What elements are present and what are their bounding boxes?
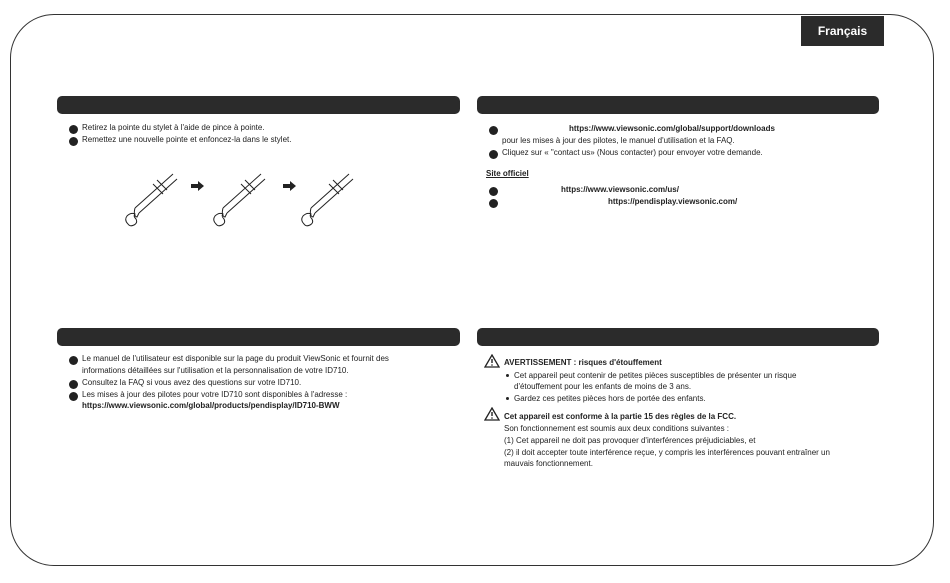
warning-triangle-icon [484, 407, 500, 421]
bullet-icon [69, 356, 78, 365]
site-link-pendisplay[interactable]: https://pendisplay.viewsonic.com/ [608, 197, 738, 206]
section-bar-safety [477, 328, 879, 346]
stylus-tip-replacement-illustration [115, 168, 365, 230]
bullet-icon [69, 125, 78, 134]
list-item: Le manuel de l'utilisateur est disponible sur la page du produit ViewSonic et fournit des [69, 354, 389, 364]
stylus-pen-icon [126, 174, 177, 226]
bullet-icon [506, 374, 509, 377]
bullet-icon [69, 137, 78, 146]
bullet-icon [489, 187, 498, 196]
manual-text: informations détaillées sur l'utilisation et la personnalisation de votre ID710. [82, 366, 349, 375]
bullet-icon [506, 397, 509, 400]
list-item [489, 185, 679, 195]
list-item: Gardez ces petites pièces hors de portée des enfants. [506, 394, 706, 404]
list-item [489, 197, 737, 207]
section-bar-manual [57, 328, 460, 346]
list-item: Cliquez sur « "contact us» (Nous contacter) pour envoyer votre demande. [489, 148, 763, 158]
warning-triangle-icon [484, 354, 500, 368]
fcc-line: mauvais fonctionnement. [504, 459, 593, 468]
arrow-right-icon [283, 181, 296, 191]
section-bar-support [477, 96, 879, 114]
fcc-line: (2) il doit accepter toute interférence reçue, y compris les interférences pouvant entraîner un [504, 448, 830, 457]
list-item: Les mises à jour des pilotes pour votre ID710 sont disponibles à l'adresse : [69, 390, 347, 400]
driver-updates-link[interactable]: https://www.viewsonic.com/global/products/pendisplay/ID710-BWW [82, 401, 340, 410]
bullet-icon [489, 150, 498, 159]
stylus-pen-icon [214, 174, 265, 226]
section-bar-stylus [57, 96, 460, 114]
stylus-pen-icon [302, 174, 353, 226]
bullet-icon [489, 126, 498, 135]
list-item: Retirez la pointe du stylet à l'aide de pince à pointe. [69, 123, 265, 133]
bullet-icon [69, 392, 78, 401]
fcc-line: Son fonctionnement est soumis aux deux conditions suivantes : [504, 424, 730, 433]
list-item: Consultez la FAQ si vous avez des questions sur votre ID710. [69, 378, 301, 388]
warning-title: AVERTISSEMENT : risques d'étouffement [504, 358, 662, 367]
fcc-title: Cet appareil est conforme à la partie 15 des règles de la FCC. [504, 412, 737, 421]
fcc-line: (1) Cet appareil ne doit pas provoquer d'interférences préjudiciables, et [504, 436, 756, 445]
list-item [489, 124, 775, 134]
list-item: Cet appareil peut contenir de petites pièces susceptibles de présenter un risque [506, 371, 796, 381]
support-downloads-link[interactable]: https://www.viewsonic.com/global/support/downloads [569, 124, 775, 133]
warning-text: d'étouffement pour les enfants de moins de 3 ans. [514, 382, 692, 391]
language-tab: Français [801, 16, 884, 46]
site-link-us[interactable]: https://www.viewsonic.com/us/ [561, 185, 679, 194]
support-text: pour les mises à jour des pilotes, le manuel d'utilisation et la FAQ. [502, 136, 735, 145]
site-heading: Site officiel [486, 169, 529, 178]
list-item: Remettez une nouvelle pointe et enfoncez-la dans le stylet. [69, 135, 291, 145]
arrow-right-icon [191, 181, 204, 191]
bullet-icon [489, 199, 498, 208]
bullet-icon [69, 380, 78, 389]
